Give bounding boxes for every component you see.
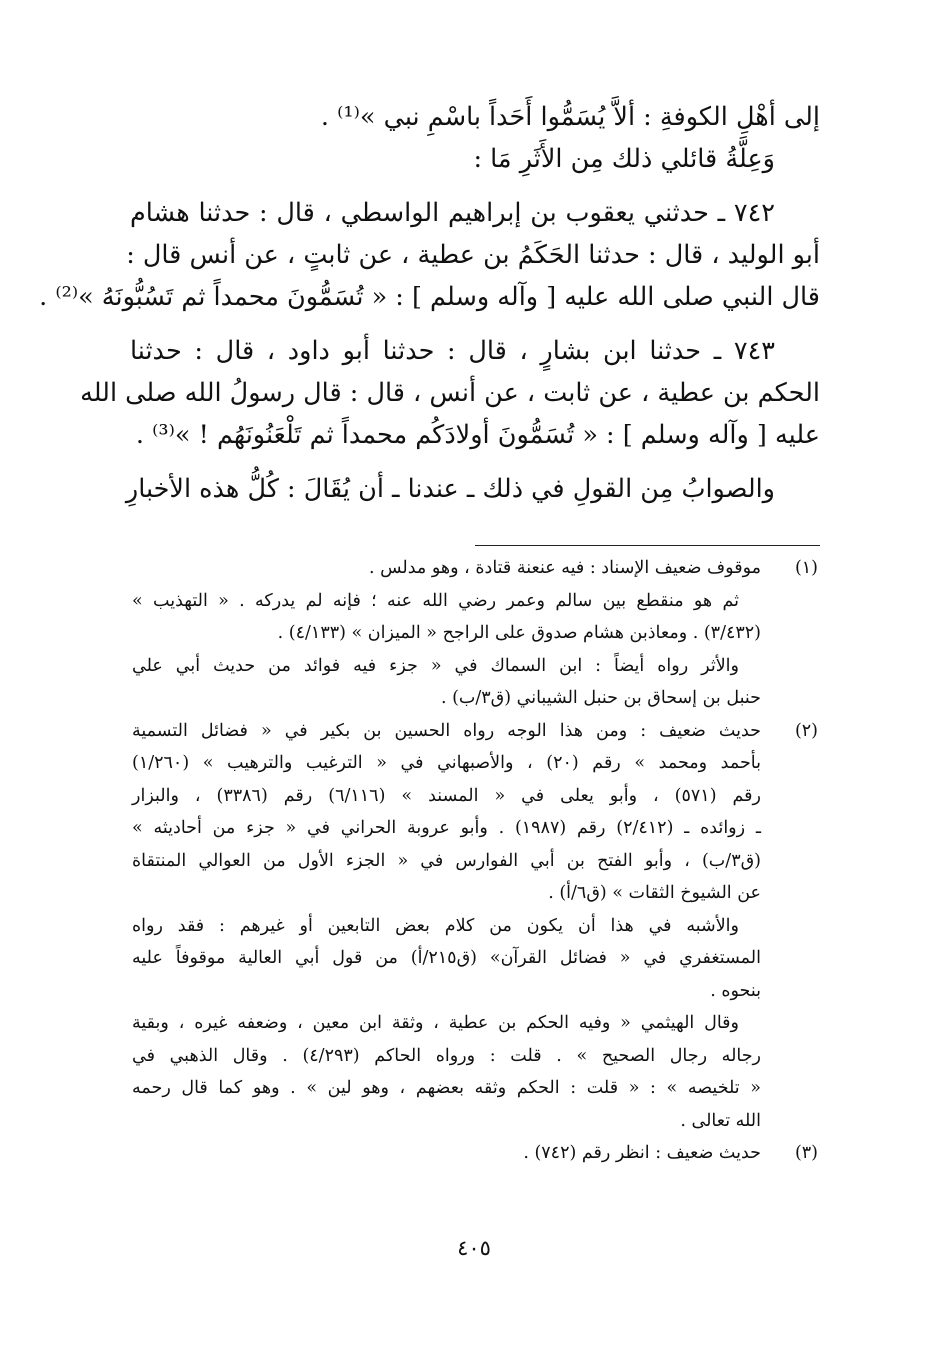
footnote-number: (٢) — [794, 720, 818, 741]
text-line: والصوابُ مِن القولِ في ذلك ـ عندنا ـ أن يُقَالَ : كُلُّ هذه الأخبارِ — [125, 474, 775, 504]
footnotes — [132, 552, 818, 1170]
footnote-line: والأثر رواه أيضاً : ابن السماك في « جزء فيه فوائد من حديث أبي علي — [132, 655, 739, 676]
text-line: إلى أهْلِ الكوفةِ : ألاَّ يُسَمُّوا أَحَداً باسْمِ نبي »⁽¹⁾ . — [320, 102, 820, 132]
text-line: الحكم بن عطية ، عن ثابت ، عن أنس ، قال : قال رسولُ الله صلى الله — [80, 378, 820, 408]
footnote-line: رقم (٥٧١) ، وأبو يعلى في « المسند » (٦/١١٦) رقم (٣٣٨٦) ، والبزار — [132, 785, 761, 806]
footnote-1 — [132, 552, 818, 715]
footnote-line: عن الشيوخ الثقات » (ق٦/أ) . — [548, 883, 761, 903]
footnote-line: (٣/٤٣٢) . ومعاذبن هشام صدوق على الراجح « الميزان » (٤/١٣٣) . — [277, 623, 761, 643]
footnote-line: وقال الهيثمي « وفيه الحكم بن عطية ، وثقة ابن معين ، وضعفه غيره ، وبقية — [132, 1013, 739, 1033]
footnote-line: المستغفري في « فضائل القرآن» (ق٢١٥/أ) من قول أبي العالية موقوفاً عليه — [132, 948, 761, 968]
footnote-separator — [475, 545, 820, 546]
footnote-line: رجاله رجال الصحيح » . قلت : ورواه الحاكم (٤/٢٩٣) . وقال الذهبي في — [132, 1045, 761, 1066]
footnote-line: الله تعالى . — [680, 1110, 761, 1131]
footnote-line: ـ زوائده ـ (٢/٤١٢) رقم (١٩٨٧) . وأبو عروبة الحراني في « جزء من أحاديثه » — [132, 818, 761, 838]
main-text — [39, 96, 820, 510]
footnote-2 — [132, 715, 818, 1138]
footnote-line: والأشبه في هذا أن يكون من كلام بعض التابعين أو غيرهم : فقد رواه — [132, 915, 739, 936]
footnote-line: حنبل بن إسحاق بن حنبل الشيباني (ق٣/ب) . — [440, 688, 761, 708]
hadith-743-line: ٧٤٣ ـ حدثنا ابن بشارٍ ، قال : حدثنا أبو داود ، قال : حدثنا — [130, 336, 775, 366]
footnote-line: بنحوه . — [710, 980, 761, 1001]
footnote-line: « تلخيصه » : « قلت : الحكم وثقه بعضهم ، وهو لين » . وهو كما قال رحمه — [132, 1078, 761, 1098]
footnote-line: (ق٣/ب) ، وأبو الفتح بن أبي الفوارس في « الجزء الأول من العوالي المنتقاة — [132, 850, 761, 871]
footnote-line: بأحمد ومحمد » رقم (٢٠) ، والأصبهاني في « الترغيب والترهيب » (١/٢٦٠) — [132, 753, 761, 773]
text-line: أبو الوليد ، قال : حدثنا الحَكَمُ بن عطية ، عن ثابتٍ ، عن أنس قال : — [126, 240, 820, 270]
footnote-number: (٣) — [794, 1143, 818, 1163]
page-number: ٤٠٥ — [457, 1236, 491, 1260]
footnote-line: حديث ضعيف : انظر رقم (٧٤٢) . — [523, 1143, 761, 1163]
footnote-line: ثم هو منقطع بين سالم وعمر رضي الله عنه ؛ فإنه لم يدركه . « التهذيب » — [132, 590, 739, 611]
text-line: وَعِلَّةُ قائلي ذلك مِن الأَثَرِ مَا : — [473, 144, 775, 174]
hadith-742-line: ٧٤٢ ـ حدثني يعقوب بن إبراهيم الواسطي ، قال : حدثنا هشام — [130, 198, 775, 228]
footnote-line: موقوف ضعيف الإسناد : فيه عنعنة قتادة ، وهو مدلس . — [368, 558, 761, 578]
footnote-line: حديث ضعيف : ومن هذا الوجه رواه الحسين بن بكير في « فضائل التسمية — [132, 720, 761, 741]
text-line: عليه [ وآله وسلم ] : « تُسَمُّونَ أولادَكُم محمداً ثم تَلْعَنُونَهُم ! »⁽³⁾ . — [135, 420, 820, 450]
text-line: قال النبي صلى الله عليه [ وآله وسلم ] : « تُسَمُّونَ محمداً ثم تَسُبُّونَهُ »⁽²⁾ . — [39, 282, 820, 312]
footnote-3 — [132, 1137, 818, 1170]
footnote-number: (١) — [794, 558, 818, 578]
